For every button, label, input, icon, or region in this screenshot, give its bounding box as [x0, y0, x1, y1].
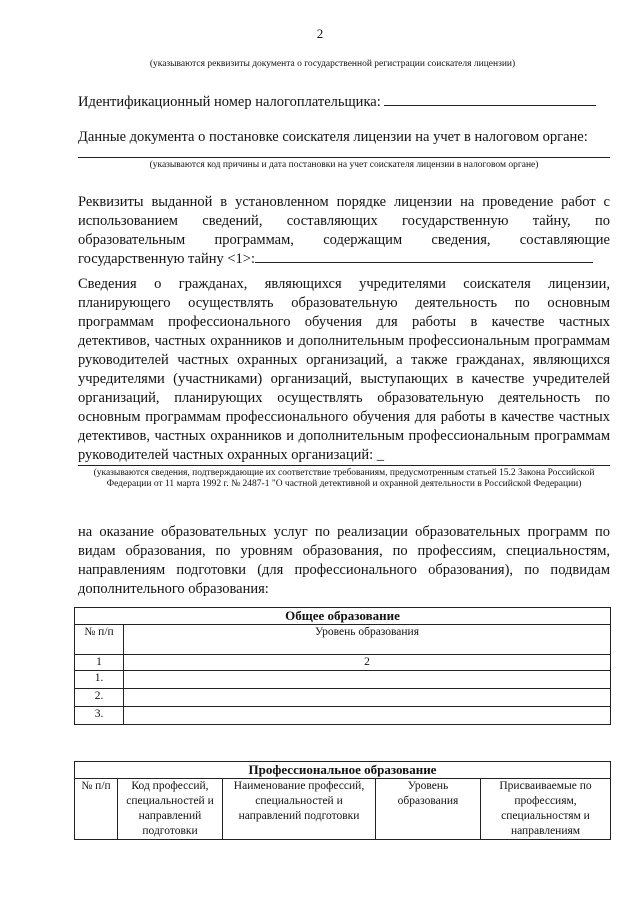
general-table-title: Общее образование [75, 608, 611, 625]
inn-label: Идентификационный номер налогоплательщика: [78, 94, 381, 110]
row-number: 1. [75, 671, 124, 689]
tax-label: Данные документа о постановке соискателя лицензии на учет в налоговом органе: [78, 129, 588, 145]
level-cell[interactable] [124, 707, 611, 725]
prof-col-name: Наименование профессий, специальностей и направлений подготовки [223, 779, 376, 840]
tax-note: (указываются код причины и дата постановки на учет соискателя лицензии в налоговом органе) [149, 160, 539, 170]
registration-note: (указываются реквизиты документа о государственной регистрации соискателя лицензии) [149, 59, 516, 69]
founders-note: (указываются сведения, подтверждающие их соответствие требованиям, предусмотренным статьей 15.2 Закона Российской Федерации от 11 марта 1992 г. № 2487-1 "О частной детективной и охранной деятельности в Российской Федерации) [93, 468, 595, 489]
founders-field[interactable] [78, 465, 610, 466]
row-number: 2. [75, 689, 124, 707]
inn-line [78, 93, 610, 112]
tax-field[interactable] [78, 157, 610, 158]
inn-field[interactable] [384, 105, 596, 106]
founders-paragraph: Сведения о гражданах, являющихся учредителями соискателя лицензии, планирующего осуществлять образовательную деятельность по основным программам профессионального обучения для работы в качестве частных детективов, частных охранников и дополнительным профессиональным программам руководителей частных охранных организаций, а также гражданах, являющихся учредителями (участниками) организаций, выступающих в качестве учредителей организаций, планирующих осуществлять образовательную деятельность по основным программам профессионального обучения для работы в качестве частных детективов, частных охранников и дополнительным профессиональным программам руководителей частных охранных организаций: _ [78, 276, 610, 463]
col-level-header: Уровень образования [124, 625, 611, 655]
prof-col-number: № п/п [75, 779, 118, 840]
index-cell: 1 [75, 655, 124, 671]
row-number: 3. [75, 707, 124, 725]
professional-education-table [74, 761, 611, 840]
col-number-header: № п/п [75, 625, 124, 655]
general-education-table [74, 607, 611, 725]
prof-table-title: Профессиональное образование [75, 762, 611, 779]
page-number: 2 [316, 26, 324, 41]
secret-license-paragraph [78, 193, 610, 269]
prof-col-level: Уровень образования [376, 779, 481, 840]
index-cell: 2 [124, 655, 611, 671]
level-cell[interactable] [124, 689, 611, 707]
prof-col-code: Код профессий, специальностей и направлений подготовки [118, 779, 223, 840]
level-cell[interactable] [124, 671, 611, 689]
secret-license-field[interactable] [255, 262, 593, 263]
prof-col-qualification: Присваиваемые по профессиям, специальностям и направлениям [481, 779, 611, 840]
secret-license-text: Реквизиты выданной в установленном порядке лицензии на проведение работ с использованием сведений, составляющих государственную тайну, по образовательным программам, содержащим сведения, составляющие государственную тайну <1>: [78, 194, 610, 267]
services-paragraph: на оказание образовательных услуг по реализации образовательных программ по видам образования, по уровням образования, по профессиям, специальностям, направлениям подготовки (для профессионального образования), по подвидам дополнительного образования: [78, 524, 610, 597]
